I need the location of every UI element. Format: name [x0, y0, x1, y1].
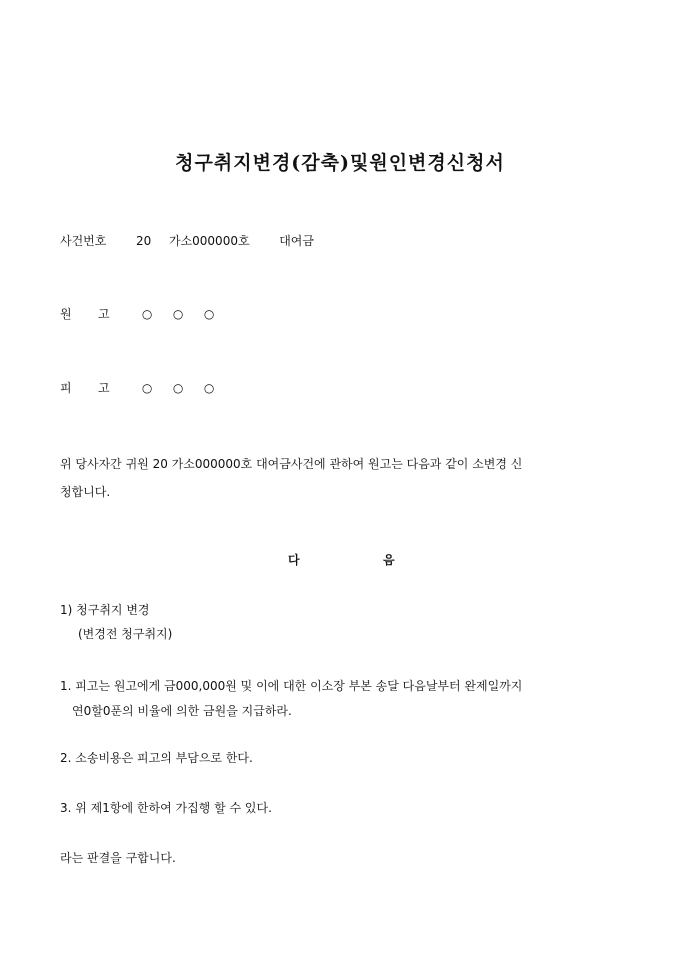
- case-label: 사건번호: [60, 234, 107, 248]
- claim-item-3: 3. 위 제1항에 한하여 가집행 할 수 있다.: [60, 801, 272, 815]
- defendant-label-1: 피: [60, 381, 72, 395]
- case-type: 대여금: [279, 234, 314, 248]
- defendant-label: [60, 379, 138, 396]
- defendant-name-char: ○: [172, 381, 184, 395]
- heading-left: 다: [288, 553, 300, 567]
- defendant-name-char: ○: [141, 381, 153, 395]
- plaintiff-line: [60, 305, 235, 322]
- plaintiff-name-char: ○: [172, 307, 184, 321]
- plaintiff-name: [142, 307, 235, 321]
- heading-right: 음: [383, 553, 395, 567]
- case-year: 20: [136, 234, 152, 248]
- intro-line-2: 청합니다.: [60, 485, 111, 499]
- case-number: 가소000000호: [168, 234, 250, 248]
- claim-item-2: 2. 소송비용은 피고의 부담으로 한다.: [60, 751, 253, 765]
- section1-subtitle: (변경전 청구취지): [78, 627, 173, 641]
- claim-item-1-line-1: 1. 피고는 원고에게 금000,000원 및 이에 대한 이소장 부본 송달 다음날부터 완제일까지: [60, 679, 523, 693]
- intro-paragraph: [60, 450, 622, 506]
- plaintiff-name-char: ○: [141, 307, 153, 321]
- defendant-name: [142, 381, 235, 395]
- document-title: 청구취지변경(감축)및원인변경신청서: [175, 152, 505, 174]
- claim-item-1-line-2: 연0할0푼의 비율에 의한 금원을 지급하라.: [72, 704, 292, 718]
- plaintiff-label: [60, 305, 138, 322]
- defendant-label-2: 고: [98, 381, 110, 395]
- closing-text: 라는 판결을 구합니다.: [60, 851, 176, 865]
- claim-item-1: [60, 674, 630, 724]
- section1-title: 1) 청구취지 변경: [60, 603, 150, 617]
- plaintiff-label-1: 원: [60, 307, 72, 321]
- plaintiff-name-char: ○: [203, 307, 215, 321]
- case-line: [60, 232, 314, 249]
- defendant-line: [60, 379, 235, 396]
- intro-line-1: 위 당사자간 귀원 20 가소000000호 대여금사건에 관하여 원고는 다음과 같이 소변경 신: [60, 457, 523, 471]
- plaintiff-label-2: 고: [98, 307, 110, 321]
- defendant-name-char: ○: [203, 381, 215, 395]
